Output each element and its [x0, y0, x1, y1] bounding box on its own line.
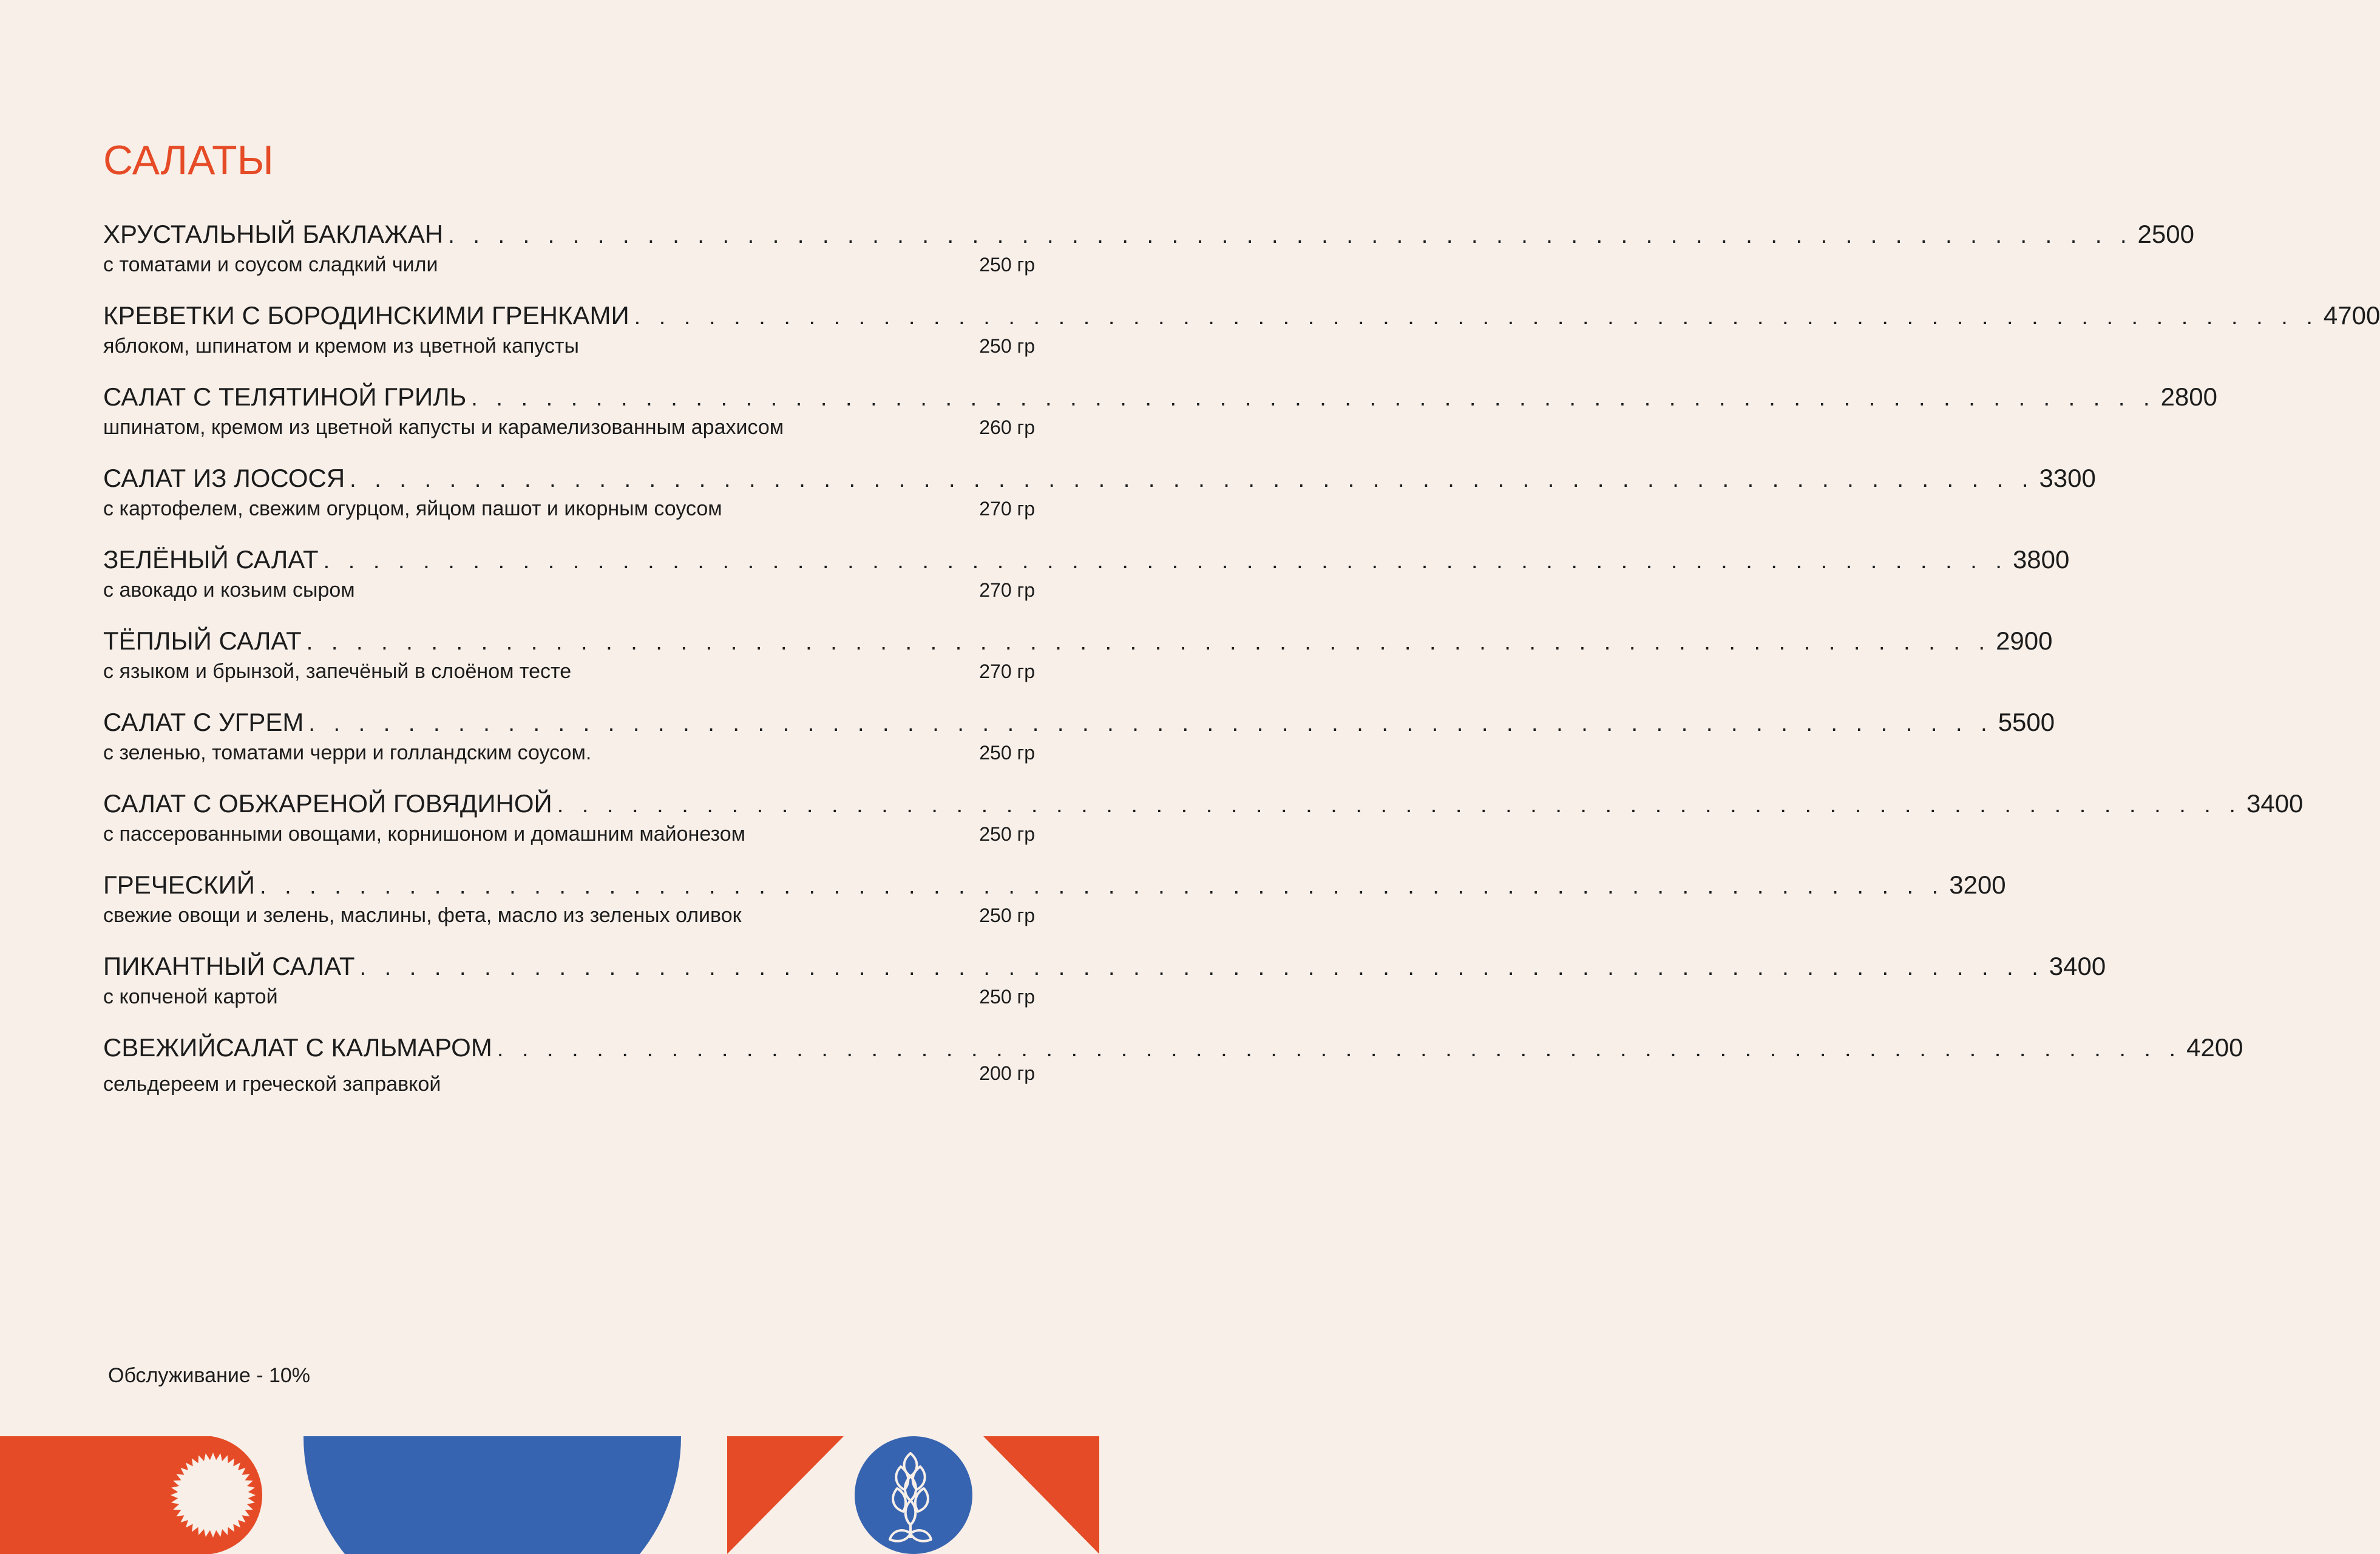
- dot-leader: . . . . . . . . . . . . . . . . . . . . . . . . . . . . . . . . . . . . . . . . . . . . . . . . . . . . . . . . . . . . . . . . . . . .: [306, 629, 1992, 655]
- item-name: ГРЕЧЕСКИЙ: [103, 870, 255, 899]
- orange-triangle-right: [983, 1436, 1099, 1554]
- dot-leader: . . . . . . . . . . . . . . . . . . . . . . . . . . . . . . . . . . . . . . . . . . . . . . . . . . . . . . . . . . . . . . . . . . . .: [497, 1036, 2182, 1062]
- menu-item: [103, 869, 2006, 942]
- item-name: ТЁПЛЫЙ САЛАТ: [103, 626, 302, 655]
- item-name: САЛАТ С ОБЖАРЕНОЙ ГОВЯДИНОЙ: [103, 789, 552, 818]
- menu-item: [103, 381, 2218, 454]
- item-weight: 250 гр: [979, 823, 1035, 845]
- menu-item: [103, 625, 2053, 698]
- item-price: 4700: [2323, 301, 2380, 330]
- menu-item: [103, 219, 2194, 291]
- dot-leader: . . . . . . . . . . . . . . . . . . . . . . . . . . . . . . . . . . . . . . . . . . . . . . . . . . . . . . . . . . . . . . . . . . . .: [448, 223, 2133, 248]
- item-weight: 250 гр: [979, 335, 1035, 357]
- menu-item: [103, 707, 2055, 779]
- item-name: САЛАТ ИЗ ЛОСОСЯ: [103, 464, 345, 492]
- item-weight: 250 гр: [979, 904, 1035, 926]
- dot-leader: . . . . . . . . . . . . . . . . . . . . . . . . . . . . . . . . . . . . . . . . . . . . . . . . . . . . . . . . . . . . . . . . . . . .: [471, 385, 2156, 411]
- item-weight: 250 гр: [979, 254, 1035, 276]
- item-name: СВЕЖИЙСАЛАТ С КАЛЬМАРОМ: [103, 1033, 492, 1062]
- dot-leader: . . . . . . . . . . . . . . . . . . . . . . . . . . . . . . . . . . . . . . . . . . . . . . . . . . . . . . . . . . . . . . . . . . . .: [323, 548, 2008, 574]
- page-title: САЛАТЫ: [103, 137, 274, 183]
- dot-leader: . . . . . . . . . . . . . . . . . . . . . . . . . . . . . . . . . . . . . . . . . . . . . . . . . . . . . . . . . . . . . . . . . . . .: [259, 874, 1945, 899]
- item-description: яблоком, шпинатом и кремом из цветной капусты: [103, 334, 579, 358]
- service-charge-note: Обслуживание - 10%: [108, 1364, 311, 1387]
- item-description: с картофелем, свежим огурцом, яйцом пашот и икорным соусом: [103, 497, 722, 520]
- item-price: 2800: [2160, 382, 2218, 411]
- menu-item: [103, 951, 2106, 1023]
- item-name: ЗЕЛЁНЫЙ САЛАТ: [103, 545, 319, 574]
- item-description: с языком и брынзой, запечёный в слоёном тесте: [103, 660, 572, 683]
- item-price: 2900: [1996, 626, 2053, 655]
- item-description: свежие овощи и зелень, маслины, фета, масло из зеленых оливок: [103, 904, 742, 927]
- menu-item: [103, 463, 2096, 535]
- item-price: 3200: [1949, 870, 2006, 899]
- blue-semicircle: [303, 1436, 681, 1554]
- item-weight: 270 гр: [979, 498, 1035, 520]
- dot-leader: . . . . . . . . . . . . . . . . . . . . . . . . . . . . . . . . . . . . . . . . . . . . . . . . . . . . . . . . . . . . . . . . . . . .: [634, 304, 2319, 330]
- item-name: САЛАТ С УГРЕМ: [103, 708, 304, 736]
- item-price: 3300: [2039, 464, 2096, 492]
- item-weight: 200 гр: [979, 1062, 1035, 1084]
- item-name: САЛАТ С ТЕЛЯТИНОЙ ГРИЛЬ: [103, 382, 467, 411]
- item-name: ХРУСТАЛЬНЫЙ БАКЛАЖАН: [103, 220, 444, 248]
- orange-triangle-left: [727, 1436, 844, 1554]
- item-weight: 270 гр: [979, 579, 1035, 601]
- item-description: с копченой картой: [103, 985, 278, 1008]
- dot-leader: . . . . . . . . . . . . . . . . . . . . . . . . . . . . . . . . . . . . . . . . . . . . . . . . . . . . . . . . . . . . . . . . . . . .: [359, 955, 2044, 980]
- dot-leader: . . . . . . . . . . . . . . . . . . . . . . . . . . . . . . . . . . . . . . . . . . . . . . . . . . . . . . . . . . . . . . . . . . . .: [350, 467, 2035, 492]
- item-description: с зеленью, томатами черри и голландским соусом.: [103, 741, 592, 764]
- item-price: 5500: [1998, 708, 2055, 736]
- item-name: КРЕВЕТКИ С БОРОДИНСКИМИ ГРЕНКАМИ: [103, 301, 629, 330]
- item-weight: 250 гр: [979, 986, 1035, 1008]
- item-description: с авокадо и козьим сыром: [103, 579, 355, 602]
- item-description: шпинатом, кремом из цветной капусты и карамелизованным арахисом: [103, 416, 784, 439]
- item-weight: 250 гр: [979, 742, 1035, 764]
- item-price: 3400: [2246, 789, 2304, 818]
- item-description: сельдереем и греческой заправкой: [103, 1073, 441, 1096]
- menu-item: [103, 788, 2304, 861]
- item-price: 3400: [2049, 952, 2106, 980]
- item-weight: 270 гр: [979, 660, 1035, 682]
- item-weight: 260 гр: [979, 416, 1035, 438]
- dot-leader: . . . . . . . . . . . . . . . . . . . . . . . . . . . . . . . . . . . . . . . . . . . . . . . . . . . . . . . . . . . . . . . . . . . .: [308, 711, 1993, 736]
- menu-item: [103, 300, 2380, 373]
- item-name: ПИКАНТНЫЙ САЛАТ: [103, 952, 355, 980]
- menu-item: [103, 1032, 2243, 1105]
- item-price: 4200: [2186, 1033, 2243, 1062]
- item-price: 3800: [2012, 545, 2070, 574]
- item-description: с томатами и соусом сладкий чили: [103, 253, 438, 276]
- footer-decoration: [0, 1436, 1099, 1554]
- menu-item: [103, 544, 2070, 617]
- dot-leader: . . . . . . . . . . . . . . . . . . . . . . . . . . . . . . . . . . . . . . . . . . . . . . . . . . . . . . . . . . . . . . . . . . . .: [557, 792, 2242, 818]
- item-description: с пассерованными овощами, корнишоном и домашним майонезом: [103, 823, 746, 846]
- item-price: 2500: [2137, 220, 2194, 248]
